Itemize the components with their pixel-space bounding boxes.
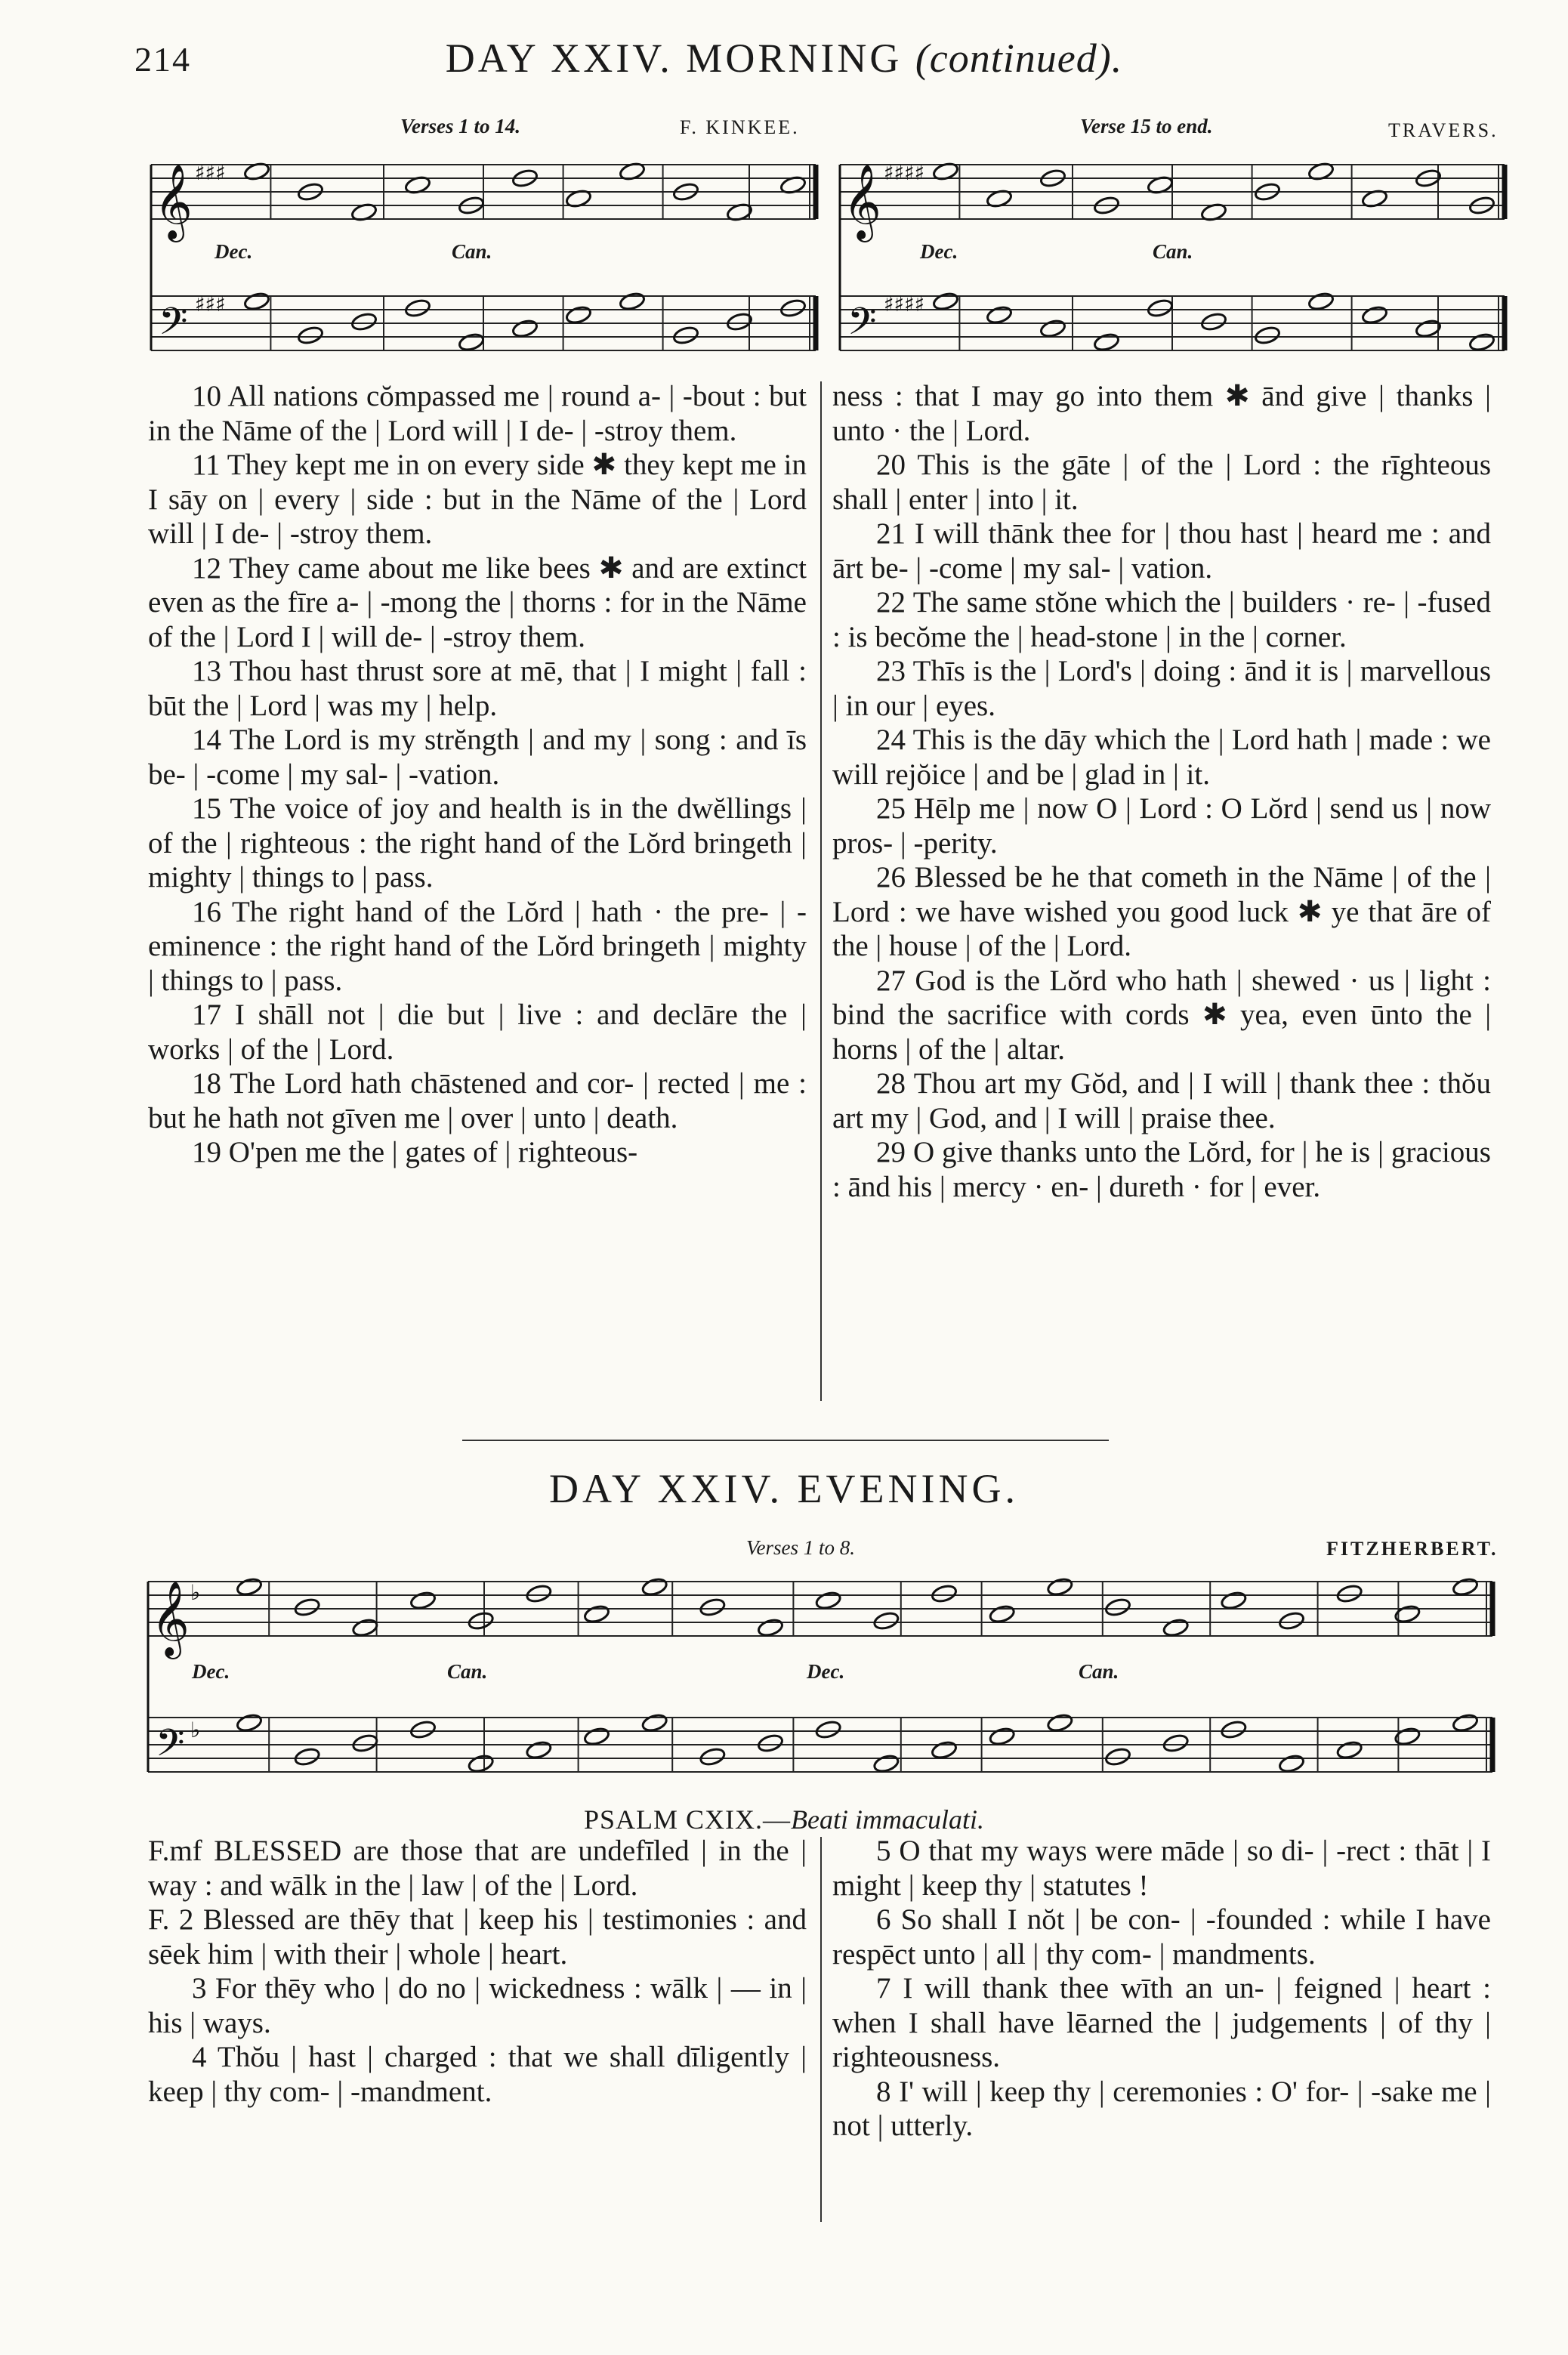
- evening-can-2: Can.: [1079, 1660, 1119, 1683]
- verse: F.mf BLESSED are those that are undefīled | in the | way : and wālk in the | law | of the | Lord.: [148, 1835, 807, 1902]
- evening-right-column: [832, 1834, 1491, 2144]
- evening-treble-note: [1162, 1617, 1190, 1637]
- psalm-heading: [0, 1804, 1568, 1835]
- evening-bass-note: [409, 1719, 437, 1739]
- verse: 22 The same stŏne which the | builders · re- | -fused : is becŏme the | head-stone | in the | corner.: [832, 586, 1491, 653]
- evening-treble-note: [1278, 1610, 1305, 1631]
- chant-right-bass-note: [1039, 318, 1066, 338]
- key-signature: ♯♯♯: [195, 160, 226, 185]
- morning-right-column: [832, 379, 1491, 1204]
- verse: ness : that I may go into them ✱ ānd give | thanks | unto · the | Lord.: [832, 380, 1491, 447]
- chant-left-verses: Verses 1 to 14.: [400, 115, 521, 137]
- verse: 17 I shāll not | die but | live : and declāre the | works | of the | Lord.: [148, 998, 807, 1066]
- verse: 25 Hēlp me | now O | Lord : O Lŏrd | send us | now pros- | -perity.: [832, 792, 1491, 860]
- verse: 10 All nations cŏmpassed me | round a- | -bout : but in the Nāme of the | Lord will | I de- | -stroy them.: [148, 380, 807, 447]
- verse: 12 They came about me like bees ✱ and are extinct even as the fīre a- | -mong the | thorns : for in the Nāme of the | Lord I | will de- | -stroy them.: [148, 551, 807, 653]
- verse: 21 I will thānk thee for | thou hast | heard me : and ārt be- | -come | my sal- | vation.: [832, 517, 1491, 585]
- verse: 26 Blessed be he that cometh in the Nāme | of the | Lord : we have wished you good luck ✱ ye that āre of the | house | of the | Lord.: [832, 861, 1491, 962]
- evening-treble-note: [525, 1583, 552, 1603]
- evening-bass-note: [1220, 1719, 1247, 1739]
- chant-right-dec: Dec.: [920, 240, 958, 263]
- treble-clef: 𝄞: [154, 164, 193, 239]
- verse: 27 God is the Lŏrd who hath | shewed · us | light : bind the sacrifice with cords ✱ yea, even ūnto the | horns | of the | altar.: [832, 964, 1491, 1066]
- evening-bass-note: [815, 1719, 842, 1739]
- key-signature: ♭: [190, 1580, 201, 1605]
- verse: 19 O'pen me the | gates of | righteous-: [192, 1136, 638, 1168]
- evening-bass-note: [757, 1733, 784, 1753]
- evening-treble-note: [351, 1617, 378, 1637]
- chant-right-bass-note: [1200, 311, 1227, 332]
- evening-composer: FITZHERBERT.: [1326, 1538, 1499, 1560]
- chant-left-bass-note: [565, 304, 592, 325]
- chant-left-composer: F. KINKEE.: [680, 116, 800, 138]
- chant-left-bass-note: [458, 332, 485, 352]
- chant-right-can: Can.: [1153, 240, 1193, 263]
- chant-left-can: Can.: [452, 240, 492, 263]
- verse: 6 So shall I nŏt | be con- | -founded : while I have respēct unto | all | thy com- | mandments.: [832, 1903, 1491, 1971]
- chant-right-bass-note: [1254, 325, 1281, 345]
- key-signature: ♯♯♯♯: [884, 160, 925, 185]
- chant-right-verses: Verse 15 to end.: [1080, 115, 1213, 137]
- evening-treble-note: [1104, 1597, 1131, 1617]
- bass-clef: 𝄢: [159, 300, 188, 353]
- chant-right-bass-note: [1147, 298, 1174, 318]
- treble-clef: 𝄞: [151, 1581, 190, 1656]
- evening-bass-note: [351, 1733, 378, 1753]
- evening-treble-note: [872, 1610, 900, 1631]
- evening-treble-note: [236, 1576, 263, 1597]
- verse: 18 The Lord hath chāstened and cor- | rected | me : but he hath not gīven me | over | unto | death.: [148, 1067, 807, 1134]
- psalm-subtitle: Beati immaculati.: [791, 1804, 984, 1835]
- chant-right-bass-note: [932, 291, 959, 311]
- verse: 5 O that my ways were māde | so di- | -rect : thāt | I might | keep thy | statutes !: [832, 1835, 1491, 1902]
- evening-treble-note: [409, 1590, 437, 1610]
- evening-bass-note: [294, 1746, 321, 1767]
- verse: 16 The right hand of the Lŏrd | hath · the pre- | -eminence : the right hand of the Lŏrd bringeth | mighty | things to | pass.: [148, 895, 807, 997]
- chant-left-bass-note: [243, 291, 270, 311]
- bass-clef: 𝄢: [156, 1721, 185, 1774]
- verse: 23 Thīs is the | Lord's | doing : ānd it is | marvellous | in our | eyes.: [832, 655, 1491, 722]
- verse: 20 This is the gāte | of the | Lord : the rīghteous shall | enter | into | it.: [832, 449, 1491, 516]
- evening-bass-note: [872, 1753, 900, 1773]
- evening-treble-note: [468, 1610, 495, 1631]
- psalm-title: PSALM CXIX.—: [583, 1804, 792, 1835]
- chant-left-bass-note: [404, 298, 431, 318]
- verse: 13 Thou hast thrust sore at mē, that | I might | fall : būt the | Lord | was my | help.: [148, 655, 807, 722]
- chant-left-bass-note: [511, 318, 539, 338]
- verse: 11 They kept me in on every side ✱ they kept me in I sāy on | every | side : but in the Nāme of the | Lord will | I de- | -stroy them.: [148, 449, 807, 550]
- verse: 4 Thŏu | hast | charged : that we shall dīligently | keep | thy com- | -mandment.: [148, 2041, 807, 2108]
- evening-treble-note: [1046, 1576, 1073, 1597]
- chant-left-dec: Dec.: [215, 240, 253, 263]
- evening-treble-note: [699, 1597, 726, 1617]
- key-signature: ♯♯♯: [195, 292, 226, 316]
- evening-dec-2: Dec.: [807, 1660, 845, 1683]
- evening-verses: Verses 1 to 8.: [746, 1536, 855, 1559]
- evening-left-column: [148, 1834, 807, 2109]
- evening-bass-note: [468, 1753, 495, 1773]
- column-divider: [820, 381, 822, 1401]
- verse: 15 The voice of joy and health is in the dwĕllings | of the | righteous : the right hand of the Lŏrd bringeth | mighty | things to | pass.: [148, 792, 807, 894]
- evening-treble-note: [583, 1603, 610, 1624]
- bass-clef: 𝄢: [847, 300, 877, 353]
- morning-left-column: [148, 379, 807, 1170]
- treble-clef: 𝄞: [843, 164, 881, 239]
- evening-treble-note: [294, 1597, 321, 1617]
- chant-right-bass-note: [1093, 332, 1120, 352]
- verse: 28 Thou art my Gŏd, and | I will | thank thee : thŏu art my | God, and | I will | praise thee.: [832, 1067, 1491, 1134]
- evening-bass-note: [989, 1726, 1016, 1746]
- evening-bass-note: [525, 1739, 552, 1760]
- chant-right-bass-note: [1468, 332, 1495, 352]
- evening-bass-note: [641, 1712, 668, 1733]
- evening-bass-note: [931, 1739, 958, 1760]
- evening-treble-note: [1220, 1590, 1247, 1610]
- chant-left-bass-note: [619, 291, 646, 311]
- chant-left-bass-note: [779, 298, 807, 318]
- evening-bass-note: [236, 1712, 263, 1733]
- evening-title: DAY XXIV. EVENING.: [549, 1466, 1019, 1511]
- verse: 8 I' will | keep thy | ceremonies : O' for- | -sake me | not | utterly.: [832, 2075, 1491, 2142]
- verse: F. 2 Blessed are thēy that | keep his | testimonies : and sēek him | with their | whole | heart.: [148, 1903, 807, 1971]
- chant-right-bass-note: [986, 304, 1013, 325]
- title-continued: (continued).: [915, 35, 1123, 81]
- chant-left-bass-note: [297, 325, 324, 345]
- key-signature: ♯♯♯♯: [884, 292, 925, 316]
- evening-treble-note: [641, 1576, 668, 1597]
- evening-treble-note: [815, 1590, 842, 1610]
- verse: 3 For thēy who | do no | wickedness : wālk | — in | his | ways.: [148, 1972, 807, 2039]
- verse: 24 This is the dāy which the | Lord hath | made : we will rejŏice | and be | glad in | it.: [832, 724, 1491, 791]
- evening-treble-note: [1452, 1576, 1479, 1597]
- evening-bass-note: [1046, 1712, 1073, 1733]
- evening-bass-note: [1452, 1712, 1479, 1733]
- title-main: DAY XXIV. MORNING: [445, 35, 915, 81]
- evening-treble-note: [931, 1583, 958, 1603]
- evening-dec-1: Dec.: [192, 1660, 230, 1683]
- evening-treble-note: [1336, 1583, 1363, 1603]
- chant-left-bass-note: [672, 325, 699, 345]
- evening-treble-note: [757, 1617, 784, 1637]
- evening-bass-note: [699, 1746, 726, 1767]
- evening-bass-note: [1278, 1753, 1305, 1773]
- page-number: 214: [134, 40, 191, 79]
- evening-bass-note: [1104, 1746, 1131, 1767]
- verse: 29 O give thanks unto the Lŏrd, for | he is | gracious : ānd his | mercy · en- | dureth · for | ever.: [832, 1136, 1491, 1203]
- chant-right-bass-note: [1361, 304, 1388, 325]
- column-divider: [820, 1837, 822, 2222]
- verse: 7 I will thank thee wīth an un- | feigned | heart : when I shall have lēarned the | judgements | of thy | righteousness.: [832, 1972, 1491, 2073]
- evening-bass-note: [583, 1726, 610, 1746]
- evening-treble-note: [989, 1603, 1016, 1624]
- key-signature: ♭: [190, 1718, 201, 1742]
- section-rule: [462, 1440, 1109, 1441]
- evening-bass-note: [1162, 1733, 1190, 1753]
- chant-right-bass-note: [1307, 291, 1335, 311]
- verse: 14 The Lord is my strĕngth | and my | song : and īs be- | -come | my sal- | -vation.: [148, 724, 807, 791]
- chant-left-bass-note: [350, 311, 378, 332]
- evening-can-1: Can.: [447, 1660, 488, 1683]
- chant-right-composer: TRAVERS.: [1388, 119, 1499, 141]
- evening-bass-note: [1336, 1739, 1363, 1760]
